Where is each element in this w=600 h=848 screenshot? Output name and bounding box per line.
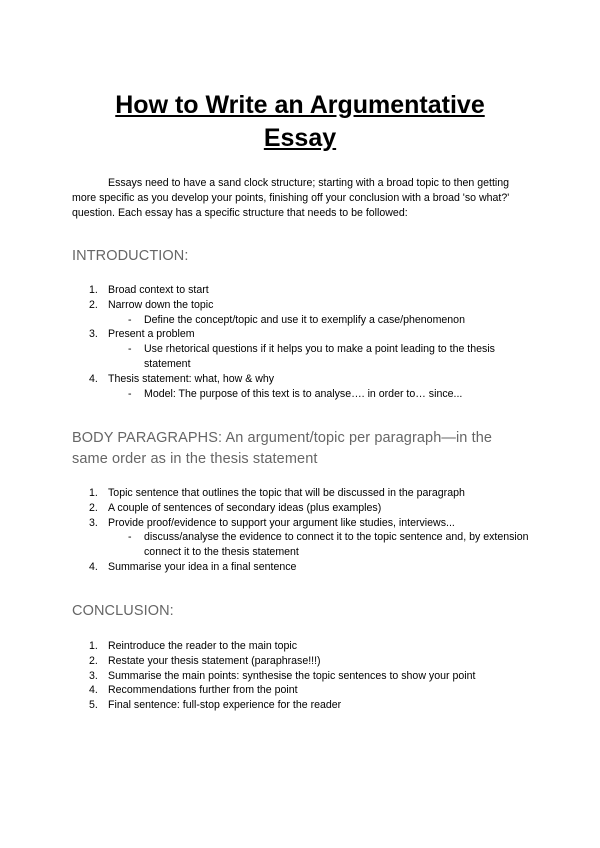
conclusion-heading: CONCLUSION:: [72, 603, 174, 619]
sub-item: [72, 530, 532, 560]
list-item-text: Broad context to start: [108, 284, 209, 296]
list-item: [72, 639, 532, 654]
list-item-text: Summarise your idea in a final sentence: [108, 560, 297, 573]
list-item: [72, 654, 532, 669]
list-item: [72, 669, 532, 684]
list-item: [72, 283, 532, 298]
list-item-text: A couple of sentences of secondary ideas (plus examples): [108, 501, 382, 514]
sub-item: [72, 313, 532, 328]
list-number: 4.: [89, 372, 98, 385]
list-item-text: Topic sentence that outlines the topic that will be discussed in the paragraph: [108, 487, 465, 499]
title-line-1: How to Write an Argumentative: [115, 90, 485, 119]
list-item-text: Present a problem: [108, 328, 195, 341]
sub-item-text: Use rhetorical questions if it helps you to make a point leading to the thesis statement: [144, 343, 495, 370]
dash-marker: -: [128, 387, 132, 400]
list-item: [72, 516, 532, 531]
list-number: 4.: [89, 684, 98, 697]
list-item-text: Thesis statement: what, how & why: [108, 372, 275, 385]
list-item-text: Reintroduce the reader to the main topic: [108, 640, 298, 652]
sub-item-text: Define the concept/topic and use it to exemplify a case/phenomenon: [144, 313, 465, 326]
list-item-text: Provide proof/evidence to support your argument like studies, interviews...: [108, 516, 455, 529]
body-paragraphs-list: [72, 486, 532, 575]
list-item-text: Narrow down the topic: [108, 298, 214, 311]
dash-marker: -: [128, 531, 132, 544]
list-item-text: Final sentence: full-stop experience for the reader: [108, 699, 342, 712]
list-number: 1.: [89, 640, 98, 652]
intro-text: Essays need to have a sand clock structure; starting with a broad topic to then getting more specific as you develop your points, finishing off your conclusion with a broad 'so what?' question. Each essay has a specific structure that needs to be followed:: [72, 177, 510, 219]
introduction-list: [72, 283, 532, 401]
list-number: 2.: [89, 654, 98, 667]
list-item: [72, 327, 532, 342]
list-item-text: Restate your thesis statement (paraphrase!!!): [108, 654, 321, 667]
introduction-heading: INTRODUCTION:: [72, 248, 189, 264]
sub-item: [72, 387, 532, 402]
sub-item-text: Model: The purpose of this text is to analyse…. in order to… since...: [144, 387, 463, 400]
list-item: [72, 372, 532, 387]
list-item: [72, 486, 532, 501]
body-paragraphs-heading: BODY PARAGRAPHS: An argument/topic per paragraph—in the same order as in the thesis statement: [72, 430, 493, 467]
conclusion-list: [72, 639, 532, 713]
intro-paragraph: [72, 176, 532, 221]
list-number: 3.: [89, 516, 98, 529]
list-item-text: Summarise the main points: synthesise the topic sentences to show your point: [108, 669, 476, 682]
list-item-text: Recommendations further from the point: [108, 684, 298, 697]
list-number: 1.: [89, 487, 98, 499]
list-number: 1.: [89, 284, 98, 296]
dash-marker: -: [128, 313, 132, 326]
list-number: 3.: [89, 669, 98, 682]
document-title: [0, 89, 600, 155]
list-item: [72, 560, 532, 575]
list-item: [72, 683, 532, 698]
list-number: 2.: [89, 298, 98, 311]
list-item: [72, 298, 532, 313]
title-line-2: Essay: [263, 123, 337, 152]
list-number: 4.: [89, 560, 98, 573]
list-number: 5.: [89, 699, 98, 712]
list-number: 3.: [89, 328, 98, 341]
dash-marker: -: [128, 343, 132, 356]
list-item: [72, 501, 532, 516]
sub-item: [72, 342, 532, 372]
list-number: 2.: [89, 501, 98, 514]
sub-item-text: discuss/analyse the evidence to connect it to the topic sentence and, by extension connect it to the thesis statement: [144, 531, 529, 559]
list-item: [72, 698, 532, 713]
